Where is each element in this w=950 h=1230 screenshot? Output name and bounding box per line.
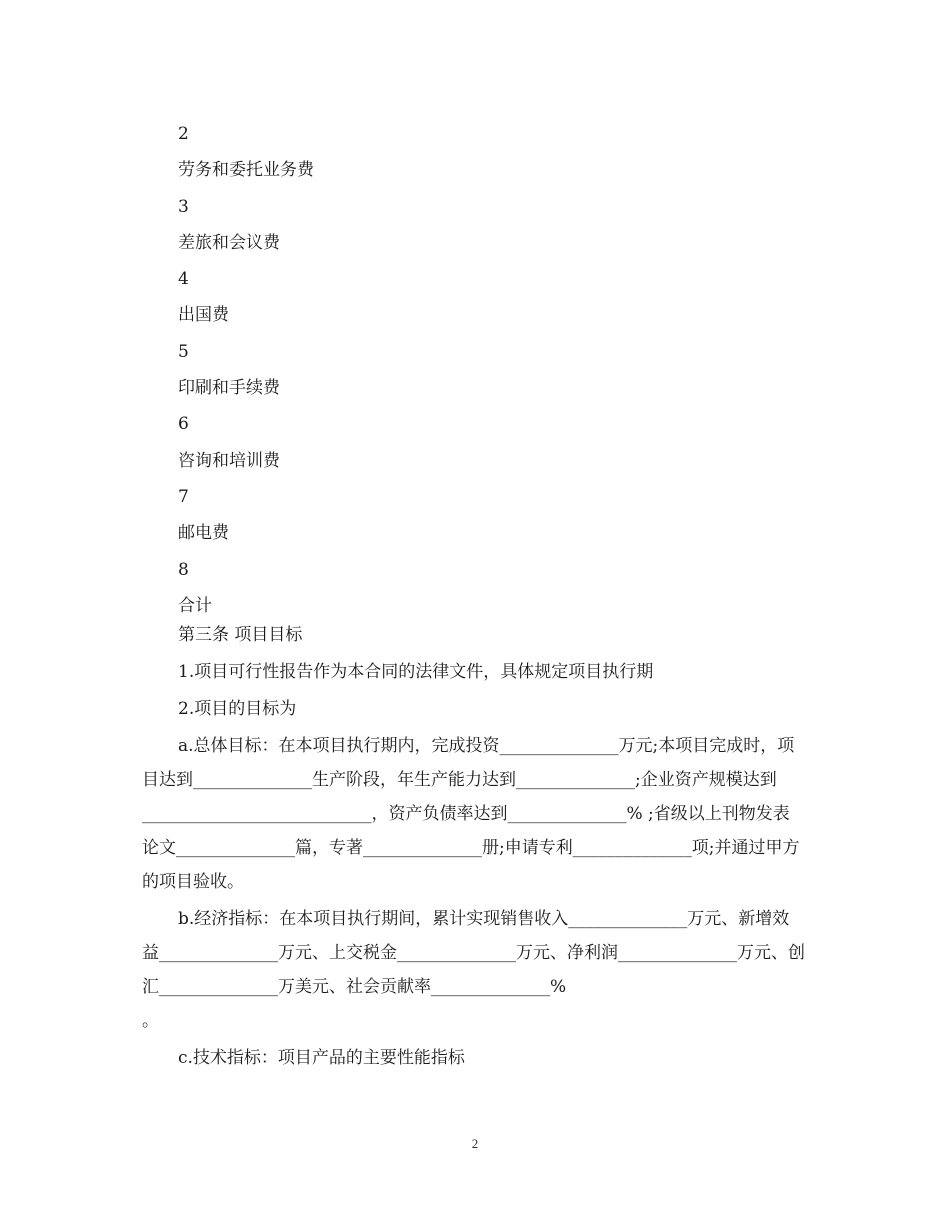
list-item-label: 劳务和委托业务费 bbox=[178, 160, 314, 181]
list-item-number: 2 bbox=[178, 124, 189, 144]
paragraph-economic-indicators bbox=[142, 902, 806, 1038]
economic-indicators-period: 。 bbox=[142, 1011, 159, 1031]
list-item-label: 咨询和培训费 bbox=[178, 450, 280, 471]
list-item-number: 4 bbox=[178, 269, 189, 290]
list-item-number: 8 bbox=[178, 559, 189, 580]
list-item-label: 合计 bbox=[178, 595, 212, 616]
paragraph-feasibility-report: 1.项目可行性报告作为本合同的法律文件，具体规定项目执行期 bbox=[178, 662, 654, 682]
page-number: 2 bbox=[471, 1136, 479, 1151]
list-item-label: 出国费 bbox=[178, 305, 229, 326]
economic-indicators-text: b.经济指标：在本项目执行期间，累计实现销售收入______________万元、新增效益______________万元、上交税金______________万元、净利润______________万元、创汇______________万美元、社会贡献率______________% bbox=[142, 909, 805, 997]
list-item-label: 邮电费 bbox=[178, 523, 229, 544]
paragraph-technical-indicators: c.技术指标：项目产品的主要性能指标 bbox=[178, 1048, 465, 1068]
list-item-label: 印刷和手续费 bbox=[178, 378, 280, 399]
expense-item-list bbox=[178, 116, 818, 624]
paragraph-project-goals: 2.项目的目标为 bbox=[178, 699, 297, 719]
list-item-number: 7 bbox=[178, 486, 189, 507]
paragraph-overall-goals: a.总体目标：在本项目执行期内，完成投资______________万元;本项目完成时，项目达到______________生产阶段，年生产能力达到______________;企业资产规模达到___________________________，资产负债率达到______________% ;省级以上刊物发表论文______________篇，专著______________册;申请专利______________项;并通过甲方的项目验收。 bbox=[142, 736, 800, 892]
list-item-number: 3 bbox=[178, 196, 189, 217]
section-heading: 第三条 项目目标 bbox=[178, 625, 303, 645]
list-item-label: 差旅和会议费 bbox=[178, 232, 280, 253]
document-body bbox=[142, 618, 806, 1078]
list-item-number: 5 bbox=[178, 341, 189, 362]
list-item-number: 6 bbox=[178, 414, 189, 435]
